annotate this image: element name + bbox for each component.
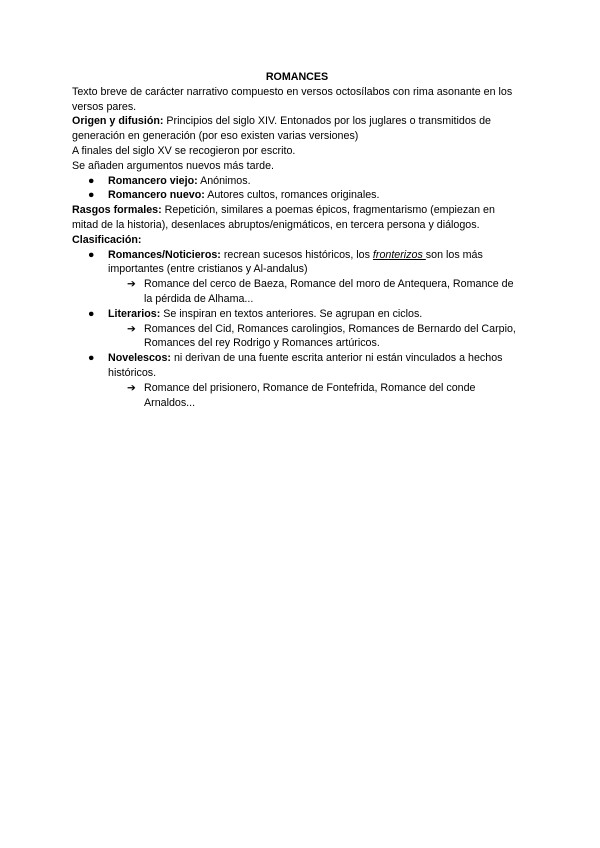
sub-list-text: Romance del prisionero, Romance de Fontefrida, Romance del conde Arnaldos... <box>144 381 476 409</box>
list-item-label: Novelescos: <box>108 352 171 365</box>
romancero-list <box>72 174 522 204</box>
origin-label: Origen y difusión: <box>72 115 164 128</box>
bullet-icon: ● <box>88 307 95 320</box>
origin-paragraph <box>72 114 522 144</box>
list-item <box>72 307 522 322</box>
list-item <box>72 174 522 189</box>
list-item-text: ni derivan de una fuente escrita anterior ni están vinculados a hechos históricos. <box>108 352 503 379</box>
bullet-icon: ● <box>88 189 95 202</box>
arrow-icon: ➔ <box>127 381 136 394</box>
line-xv: A finales del siglo XV se recogieron por escrito. <box>72 144 296 157</box>
arrow-icon: ➔ <box>127 322 136 335</box>
rasgos-text: Repetición, similares a poemas épicos, fragmentarismo (empiezan en mitad de la historia), desenlaces abruptos/enigmáticos, en tercera persona y diálogos. <box>72 204 495 231</box>
document-page <box>72 70 522 410</box>
rasgos-label: Rasgos formales: <box>72 204 162 217</box>
list-item-label: Romancero nuevo: <box>108 189 205 202</box>
origin-text: Principios del siglo XIV. Entonados por los juglares o transmitidos de generación en generación (por eso existen varias versiones) <box>72 115 491 143</box>
bullet-icon: ● <box>88 352 95 365</box>
list-item-label: Romances/Noticieros: <box>108 248 221 261</box>
fronterizos-link: fronterizos <box>372 248 426 261</box>
list-item-label: Literarios: <box>108 307 161 320</box>
bullet-icon: ● <box>88 174 95 187</box>
rasgos-paragraph <box>72 203 522 233</box>
intro-paragraph: Texto breve de carácter narrativo compuesto en versos octosílabos con rima asonante en los versos pares. <box>72 85 513 113</box>
document-title: ROMANCES <box>265 71 329 83</box>
bullet-icon: ● <box>88 248 95 261</box>
list-item-text: Anónimos. <box>197 174 251 187</box>
clasificacion-heading: Clasificación: <box>72 233 142 246</box>
sub-list-item <box>72 277 522 307</box>
clasificacion-list <box>72 248 522 411</box>
line-args: Se añaden argumentos nuevos más tarde. <box>72 159 275 172</box>
sub-list-item <box>72 381 522 411</box>
sub-list-text: Romance del cerco de Baeza, Romance del moro de Antequera, Romance de la pérdida de Alhama... <box>144 278 514 305</box>
sub-list-item <box>72 322 522 352</box>
list-item <box>72 351 522 381</box>
list-item <box>72 188 522 203</box>
arrow-icon: ➔ <box>127 278 136 291</box>
sub-list-text: Romances del Cid, Romances carolingios, Romances de Bernardo del Carpio, Romances del rey Rodrigo y Romances artúricos. <box>144 322 516 350</box>
list-item-text: Se inspiran en textos anteriores. Se agrupan en ciclos. <box>160 307 423 320</box>
list-item: ● Romances/Noticieros: recrean sucesos históricos, los fronterizos son los más importantes (entre cristianos y Al-andalus) <box>88 248 483 276</box>
list-item-text: Autores cultos, romances originales. <box>204 189 380 202</box>
list-item-label: Romancero viejo: <box>108 174 198 187</box>
